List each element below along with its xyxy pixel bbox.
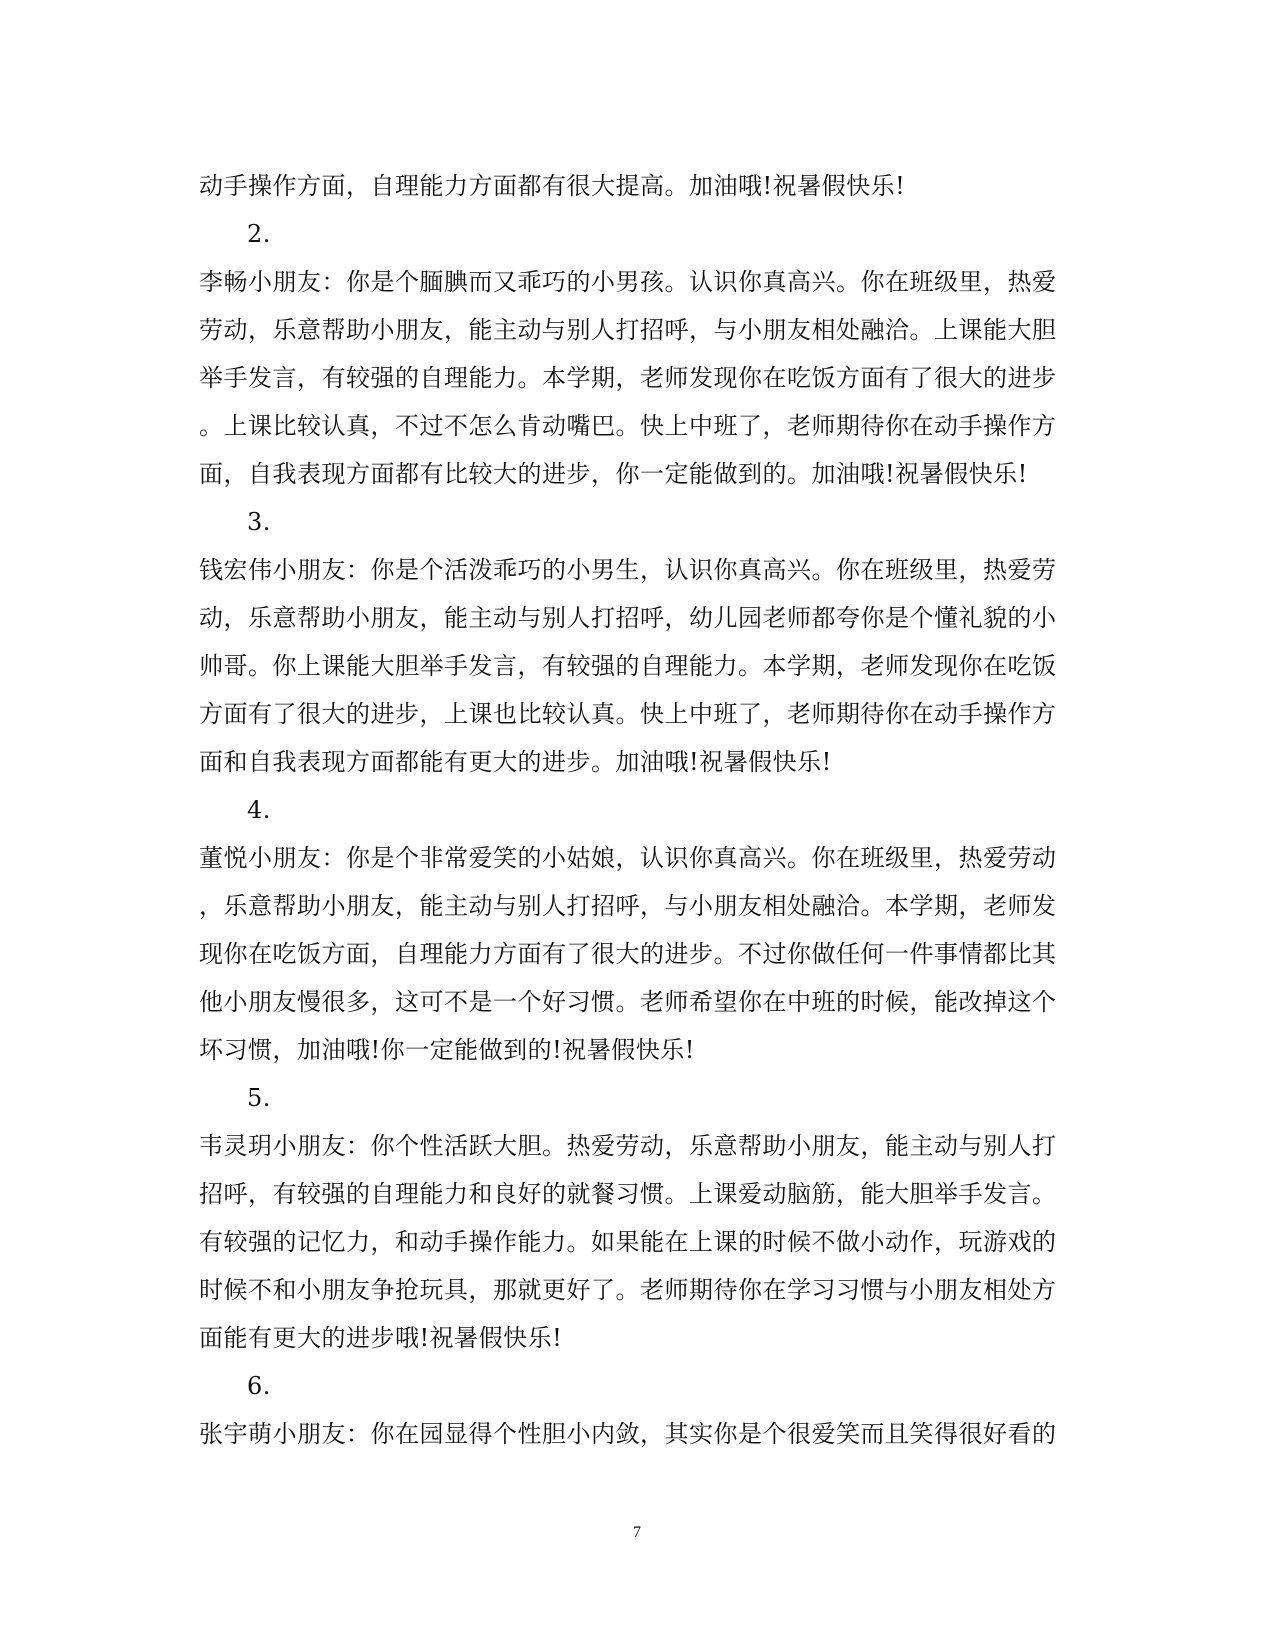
text-line: ，乐意帮助小朋友，能主动与别人打招呼，与小朋友相处融洽。本学期，老师发: [199, 892, 1057, 920]
text-line: 招呼，有较强的自理能力和良好的就餐习惯。上课爱动脑筋，能大胆举手发言。: [199, 1180, 1057, 1208]
text-line: 动，乐意帮助小朋友，能主动与别人打招呼，幼儿园老师都夸你是个懂礼貌的小: [199, 604, 1057, 632]
text-line: 坏习惯，加油哦!你一定能做到的!祝暑假快乐!: [199, 1036, 695, 1064]
text-line: 现你在吃饭方面，自理能力方面有了很大的进步。不过你做任何一件事情都比其: [199, 940, 1057, 968]
text-line: 方面有了很大的进步，上课也比较认真。快上中班了，老师期待你在动手操作方: [199, 700, 1057, 728]
text-line: 董悦小朋友：你是个非常爱笑的小姑娘，认识你真高兴。你在班级里，热爱劳动: [199, 844, 1057, 872]
text-line: 劳动，乐意帮助小朋友，能主动与别人打招呼，与小朋友相处融洽。上课能大胆: [199, 316, 1057, 344]
text-line: 李畅小朋友：你是个腼腆而又乖巧的小男孩。认识你真高兴。你在班级里，热爱: [199, 268, 1057, 296]
document-body: [199, 162, 1079, 1458]
text-line: 举手发言，有较强的自理能力。本学期，老师发现你在吃饭方面有了很大的进步: [199, 364, 1057, 392]
text-line: 面和自我表现方面都能有更大的进步。加油哦!祝暑假快乐!: [199, 748, 832, 776]
text-line: 面能有更大的进步哦!祝暑假快乐!: [199, 1324, 563, 1352]
page-number: 7: [633, 1524, 641, 1541]
text-line: 有较强的记忆力，和动手操作能力。如果能在上课的时候不做小动作，玩游戏的: [199, 1228, 1057, 1256]
text-line: 钱宏伟小朋友：你是个活泼乖巧的小男生，认识你真高兴。你在班级里，热爱劳: [199, 556, 1057, 584]
text-line: 他小朋友慢很多，这可不是一个好习惯。老师希望你在中班的时候，能改掉这个: [199, 988, 1057, 1016]
text-line: 面，自我表现方面都有比较大的进步，你一定能做到的。加油哦!祝暑假快乐!: [199, 460, 1028, 488]
list-number: 5.: [247, 1084, 271, 1112]
text-line: 韦灵玥小朋友：你个性活跃大胆。热爱劳动，乐意帮助小朋友，能主动与别人打: [199, 1132, 1057, 1160]
text-line: 动手操作方面，自理能力方面都有很大提高。加油哦!祝暑假快乐!: [199, 172, 906, 200]
text-line: 帅哥。你上课能大胆举手发言，有较强的自理能力。本学期，老师发现你在吃饭: [199, 652, 1057, 680]
text-line: 时候不和小朋友争抢玩具，那就更好了。老师期待你在学习习惯与小朋友相处方: [199, 1276, 1057, 1304]
text-line: 。上课比较认真，不过不怎么肯动嘴巴。快上中班了，老师期待你在动手操作方: [199, 412, 1057, 440]
list-number: 3.: [247, 508, 271, 536]
text-line: 张宇萌小朋友：你在园显得个性胆小内敛，其实你是个很爱笑而且笑得很好看的: [199, 1420, 1057, 1448]
list-number: 2.: [247, 220, 271, 248]
list-number: 4.: [247, 796, 271, 824]
list-number: 6.: [247, 1372, 271, 1400]
